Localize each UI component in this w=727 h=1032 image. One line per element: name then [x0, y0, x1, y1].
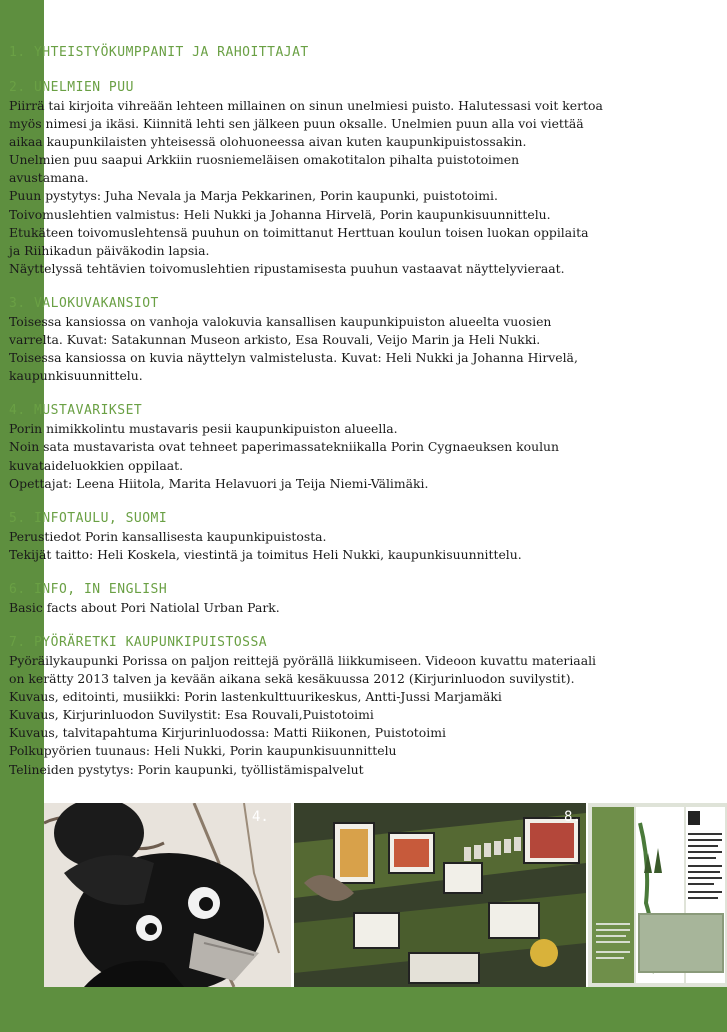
text-line: Näyttelyssä tehtävien toivomuslehtien ripustamisesta puuhun vastaavat näyttelyvieraat.	[9, 260, 565, 276]
text-line: Puun pystytys: Juha Nevala ja Marja Pekkarinen, Porin kaupunki, puistotoimi.	[9, 188, 498, 204]
text-line: Kuvaus, Kirjurinluodon Suvilystit: Esa Rouvali,Puistotoimi	[9, 707, 374, 723]
text-line: Kuvaus, editointi, musiikki: Porin lastenkulttuurikeskus, Antti-Jussi Marjamäki	[9, 689, 502, 705]
text-line: Opettajat: Leena Hiitola, Marita Helavuori ja Teija Niemi-Välimäki.	[9, 475, 429, 491]
text-line: varrelta. Kuvat: Satakunnan Museon arkisto, Esa Rouvali, Veijo Marin ja Heli Nukki.	[9, 332, 541, 348]
photo-number: 4.	[252, 809, 269, 825]
text-line: avustamana.	[9, 170, 89, 186]
section-dream-tree	[9, 79, 669, 278]
section-heading: 4. MUSTAVARIKSET	[9, 403, 143, 419]
section-heading: 1. YHTEISTYÖKUMPPANIT JA RAHOITTAJAT	[9, 45, 309, 60]
document-content	[9, 44, 669, 796]
text-line: Noin sata mustavarista ovat tehneet paperimassatekniikalla Porin Cygnaeuksen koulun	[9, 439, 560, 455]
section-info-finnish	[9, 510, 669, 564]
jackdaw-photo	[44, 803, 291, 987]
text-line: kuvataideluokkien oppilaat.	[9, 457, 184, 473]
section-partners	[9, 44, 669, 62]
text-line: Telineiden pystytys: Porin kaupunki, työllistämispalvelut	[9, 761, 364, 777]
section-heading: 3. VALOKUVAKANSIOT	[9, 295, 159, 311]
text-line: Piirrä tai kirjoita vihreään lehteen millainen on sinun unelmiesi puisto. Halutessasi voit kertoa	[9, 98, 603, 113]
text-line: Toivomuslehtien valmistus: Heli Nukki ja Johanna Hirvelä, Porin kaupunkisuunnittelu.	[9, 206, 551, 222]
text-line: Etukäteen toivomuslehtensä puuhun on toimittanut Herttuan koulun toisen luokan oppilaita	[9, 224, 589, 240]
text-line: Pyöräilykaupunki Porissa on paljon reittejä pyörällä liikkumiseen. Videoon kuvattu materiaali	[9, 652, 597, 668]
section-heading: 6. INFO, IN ENGLISH	[9, 581, 168, 597]
text-line: Toisessa kansiossa on vanhoja valokuvia kansallisen kaupunkipuiston alueelta vuosien	[9, 313, 552, 329]
text-line: on kerätty 2013 talven ja kevään aikana sekä kesäkuussa 2012 (Kirjurinluodon suvilystit).	[9, 671, 575, 687]
section-photo-folders	[9, 295, 669, 385]
text-line: aikaa kaupunkilaisten yhteisessä olohuoneessa aivan kuten kaupunkipuistossakin.	[9, 134, 527, 150]
section-heading: 2. UNELMIEN PUU	[9, 80, 134, 95]
text-line: Toisessa kansiossa on kuvia näyttelyn valmistelusta. Kuvat: Heli Nukki ja Johanna Hirvelä,	[9, 350, 578, 366]
text-line: Tekijät taitto: Heli Koskela, viestintä ja toimitus Heli Nukki, kaupunkisuunnittelu.	[9, 546, 522, 562]
poster-illustration	[588, 803, 727, 987]
photo-number: 8.	[564, 809, 581, 825]
text-line: Perustiedot Porin kansallisesta kaupunkipuistosta.	[9, 528, 327, 544]
section-jackdaws	[9, 402, 669, 492]
text-line: Basic facts about Pori Natiolal Urban Park.	[9, 599, 280, 615]
jackdaw-illustration	[44, 803, 291, 987]
text-line: ja Riihikadun päiväkodin lapsia.	[9, 242, 210, 258]
text-line: Unelmien puu saapui Arkkiin ruosniemeläisen omakotitalon pihalta puistotoimen	[9, 152, 520, 168]
info-poster-photo	[588, 803, 727, 987]
section-heading: 5. INFOTAULU, SUOMI	[9, 510, 168, 526]
section-bike-trip	[9, 634, 669, 779]
text-line: Polkupyörien tuunaus: Heli Nukki, Porin kaupunkisuunnittelu	[9, 743, 397, 759]
text-line: Kuvaus, talvitapahtuma Kirjurinluodossa: Matti Riikonen, Puistotoimi	[9, 725, 446, 741]
text-line: myös nimesi ja ikäsi. Kiinnitä lehti sen jälkeen puun oksalle. Unelmien puun alla voi viettää	[9, 116, 584, 132]
board-illustration	[294, 803, 586, 987]
board-photo	[294, 803, 586, 987]
footer-green-band	[44, 987, 727, 1032]
section-heading: 7. PYÖRÄRETKI KAUPUNKIPUISTOSSA	[9, 634, 268, 650]
text-line: kaupunkisuunnittelu.	[9, 368, 143, 384]
text-line: Porin nimikkolintu mustavaris pesii kaupunkipuiston alueella.	[9, 421, 398, 437]
section-info-english	[9, 581, 669, 617]
